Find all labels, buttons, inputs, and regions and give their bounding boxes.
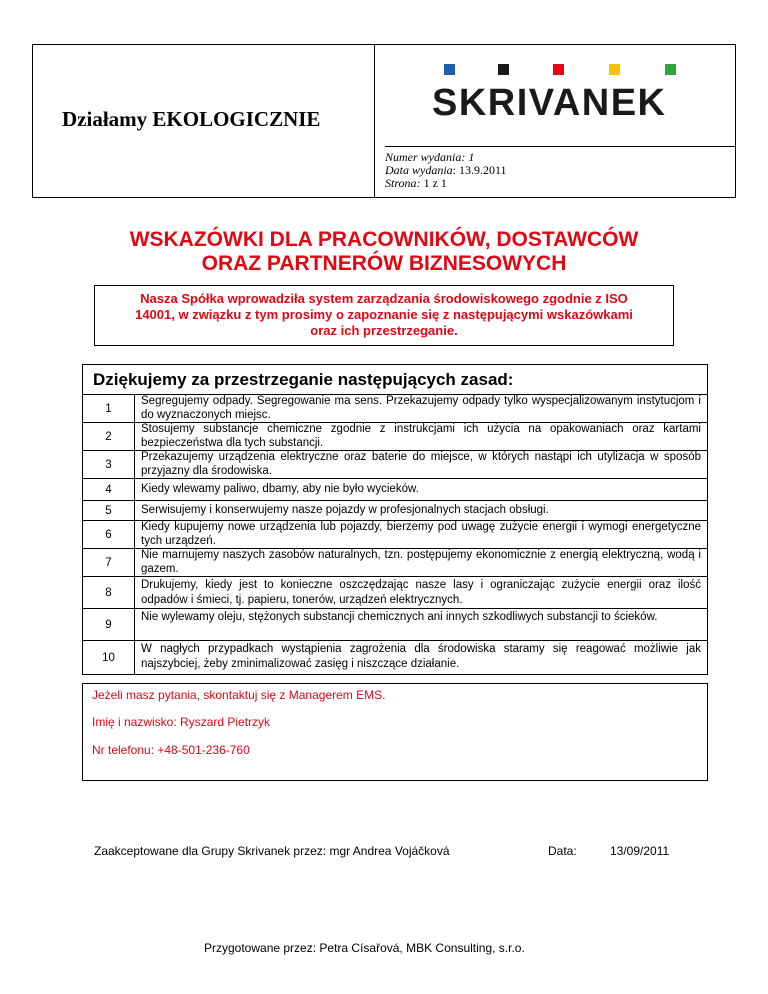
issue-date: Data wydania: 13.9.2011 <box>385 163 507 177</box>
accepted-by: Zaakceptowane dla Grupy Skrivanek przez: mgr Andrea Vojáčková <box>94 844 450 858</box>
contact-question: Jeżeli masz pytania, skontaktuj się z Managerem EMS. <box>92 688 386 702</box>
table-row: 3 Przekazujemy urządzenia elektryczne oraz baterie do miejsce, w których nastąpi ich utylizacja w sposób przyjazny dla środowiska. <box>83 451 707 479</box>
table-row: 4 Kiedy wlewamy paliwo, dbamy, aby nie było wycieków. <box>83 479 707 501</box>
logo-square-black <box>498 64 509 75</box>
table-row: 9 Nie wylewamy oleju, stężonych substancji chemicznych ani innych szkodliwych substancji to ścieków. <box>83 609 707 641</box>
table-row: 5 Serwisujemy i konserwujemy nasze pojazdy w profesjonalnych stacjach obsługi. <box>83 501 707 521</box>
table-row: 10 W nagłych przypadkach wystąpienia zagrożenia dla środowiska staramy się reagować możliwie jak najszybciej, żeby zminimalizować zasięg i niszczące działanie. <box>83 641 707 674</box>
rules-heading: Dziękujemy za przestrzeganie następujących zasad: <box>83 365 707 395</box>
table-row: 1 Segregujemy odpady. Segregowanie ma sens. Przekazujemy odpady tylko wyspecjalizowanym instytucjom i do wyznaczonych miejsc. <box>83 395 707 423</box>
logo-square-green <box>665 64 676 75</box>
main-title-line2: ORAZ PARTNERÓW BIZNESOWYCH <box>201 252 567 275</box>
logo-square-yellow <box>609 64 620 75</box>
header-title: Działamy EKOLOGICZNIE <box>62 107 321 131</box>
table-row: 8 Drukujemy, kiedy jest to konieczne oszczędzając nasze lasy i ograniczając zużycie energii oraz ilość odpadów i śmieci, tj. papieru, tonerów, urządzeń elektrycznych. <box>83 577 707 609</box>
date-value: 13/09/2011 <box>610 844 670 858</box>
page-number: Strona: 1 z 1 <box>385 176 447 190</box>
issue-number: Numer wydania: 1 <box>385 150 475 164</box>
notice-text: Nasza Spółka wprowadziła system zarządzania środowiskowego zgodnie z ISO 14001, w związku z tym prosimy o zapoznanie się z następującymi wskazówkami oraz ich przestrzeganie. <box>135 291 633 338</box>
logo-text: SKRIVANEK <box>432 82 667 124</box>
logo-square-blue <box>444 64 455 75</box>
rules-table <box>82 364 708 675</box>
header-divider <box>374 44 375 198</box>
meta-divider <box>385 146 736 147</box>
logo-square-red <box>553 64 564 75</box>
contact-phone: Nr telefonu: +48-501-236-760 <box>92 743 250 757</box>
table-row: 6 Kiedy kupujemy nowe urządzenia lub pojazdy, bierzemy pod uwagę zużycie energii i wymogi energetyczne tych urządzeń. <box>83 521 707 549</box>
table-row: 2 Stosujemy substancje chemiczne zgodnie z instrukcjami ich użycia na opakowaniach oraz kartami bezpieczeństwa dla tych substancji. <box>83 423 707 451</box>
contact-name: Imię i nazwisko: Ryszard Pietrzyk <box>92 715 271 729</box>
prepared-by: Przygotowane przez: Petra Císařová, MBK Consulting, s.r.o. <box>204 941 525 955</box>
table-row: 7 Nie marnujemy naszych zasobów naturalnych, tzn. postępujemy ekonomicznie z energią elektryczną, wodą i gazem. <box>83 549 707 577</box>
date-label: Data: <box>548 844 577 858</box>
main-title-line1: WSKAZÓWKI DLA PRACOWNIKÓW, DOSTAWCÓW <box>129 228 639 251</box>
